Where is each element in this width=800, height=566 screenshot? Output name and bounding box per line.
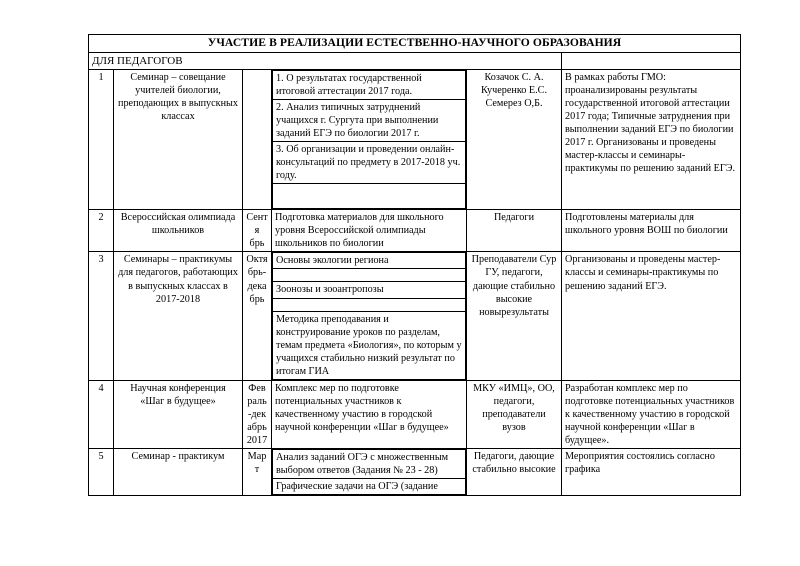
row-tasks: [272, 252, 467, 380]
table-row: [89, 69, 741, 209]
row-participants: Педагоги, дающие стабильно высокие: [467, 448, 562, 495]
task-spacer: [273, 269, 466, 282]
task-item: 3. Об организации и проведении онлайн-консультаций по предмету в 2017-2018 уч. году.: [273, 142, 466, 184]
task-subtable: [272, 70, 466, 209]
row-result: Мероприятия состоялись согласно графика: [562, 448, 741, 495]
row-number: 1: [89, 69, 114, 209]
row-date: Март: [243, 448, 272, 495]
participation-table: [88, 34, 741, 496]
row-participants: Педагоги: [467, 210, 562, 252]
row-event: Семинары – практикумы для педагогов, работающих в выпускных классах в 2017-2018: [114, 252, 243, 380]
table-row: [89, 210, 741, 252]
row-event: Семинар – совещание учителей биологии, преподающих в выпускных классах: [114, 69, 243, 209]
table-title-row: [89, 35, 741, 53]
row-date: Сентя брь: [243, 210, 272, 252]
task-spacer: [273, 184, 466, 209]
table-row: [89, 448, 741, 495]
task-spacer: [273, 298, 466, 311]
task-item: Анализ заданий ОГЭ с множественным выбором ответов (Задания № 23 - 28): [273, 449, 466, 478]
table-row: [89, 380, 741, 448]
row-date: [243, 69, 272, 209]
row-event: Научная конференция «Шаг в будущее»: [114, 380, 243, 448]
page-title: УЧАСТИЕ В РЕАЛИЗАЦИИ ЕСТЕСТВЕННО-НАУЧНОГО ОБРАЗОВАНИЯ: [89, 35, 741, 53]
row-participants: МКУ «ИМЦ», ОО, педагоги, преподаватели вузов: [467, 380, 562, 448]
task-item: Графические задачи на ОГЭ (задание: [273, 479, 466, 495]
row-participants: Козачок С. А. Кучеренко Е.С. Семерез О,Б.: [467, 69, 562, 209]
row-tasks: [272, 448, 467, 495]
section-header-row: [89, 52, 741, 69]
row-event: Семинар - практикум: [114, 448, 243, 495]
row-date: Октябрь-декабрь: [243, 252, 272, 380]
row-result: Подготовлены материалы для школьного уровня ВОШ по биологии: [562, 210, 741, 252]
row-tasks: Подготовка материалов для школьного уровня Всероссийской олимпиады школьников по биологии: [272, 210, 467, 252]
row-event: Всероссийская олимпиада школьников: [114, 210, 243, 252]
row-number: 3: [89, 252, 114, 380]
task-item: Зоонозы и зооантропозы: [273, 282, 466, 298]
row-number: 5: [89, 448, 114, 495]
row-date: Февраль-декабрь 2017: [243, 380, 272, 448]
task-item: Методика преподавания и конструирование уроков по разделам, темам предмета «Биология», по которым у учащихся стабильно низкий результат по итогам ГИА: [273, 311, 466, 379]
task-item: 2. Анализ типичных затруднений учащихся г. Сургута при выполнении заданий ЕГЭ по биологии 2017 г.: [273, 100, 466, 142]
row-tasks: Комплекс мер по подготовке потенциальных участников к качественному участию в городской научной конференции «Шаг в будущее»: [272, 380, 467, 448]
row-tasks: [272, 69, 467, 209]
row-number: 2: [89, 210, 114, 252]
row-participants: Преподаватели Сур ГУ, педагоги, дающие стабильно высокие новырезультаты: [467, 252, 562, 380]
section-label: ДЛЯ ПЕДАГОГОВ: [89, 52, 562, 69]
row-number: 4: [89, 380, 114, 448]
section-extra-cell: [562, 52, 741, 69]
task-subtable: [272, 449, 466, 495]
task-item: Основы экологии региона: [273, 253, 466, 269]
task-subtable: [272, 252, 466, 379]
row-result: Разработан комплекс мер по подготовке потенциальных участников к качественному участию в городской научной конференции «Шаг в будущее».: [562, 380, 741, 448]
table-row: [89, 252, 741, 380]
row-result: Организованы и проведены мастер-классы и семинары-практикумы по решению заданий ЕГЭ.: [562, 252, 741, 380]
row-result: В рамках работы ГМО: проанализированы результаты государственной итоговой аттестации 2017 года; Типичные затруднения при выполнении заданий ЕГЭ по биологии 2017 г. Организованы и проведены мастер-классы и семинары-практикумы по решению заданий ЕГЭ.: [562, 69, 741, 209]
task-item: 1. О результатах государственной итоговой аттестации 2017 года.: [273, 70, 466, 99]
